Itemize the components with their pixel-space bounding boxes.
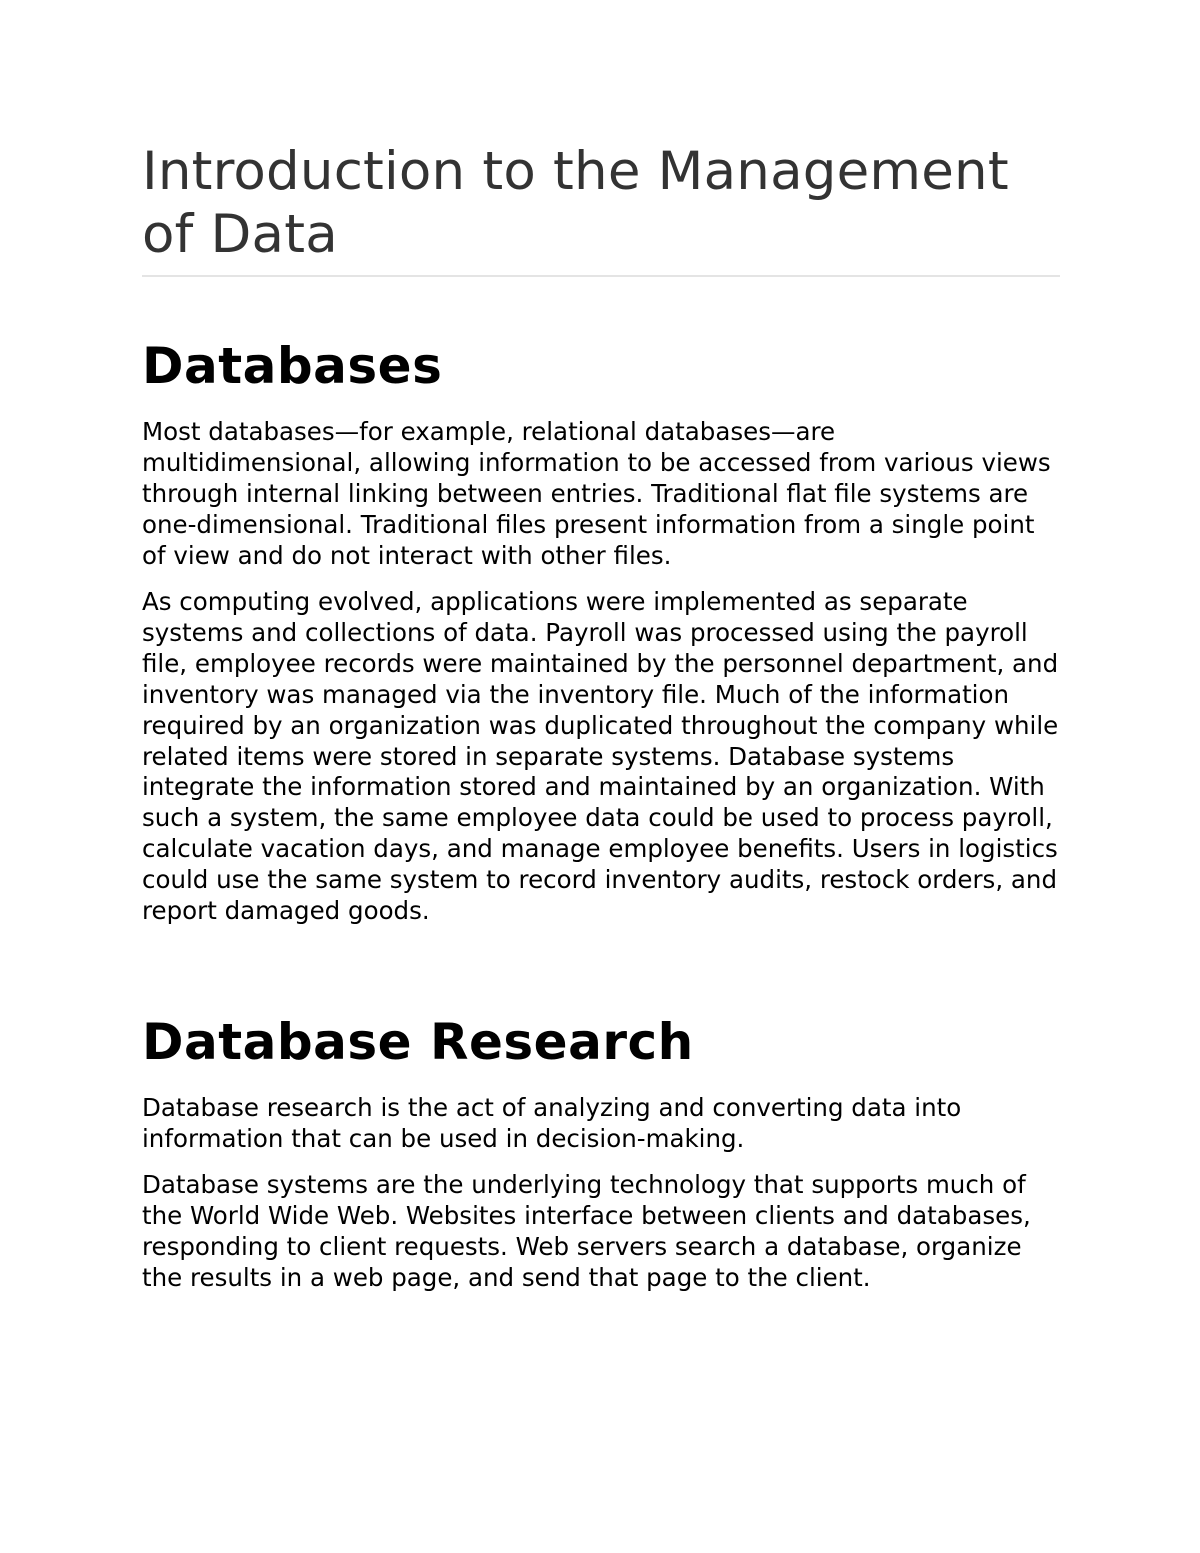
paragraph: Database research is the act of analyzing and converting data into information that can be used in decision-making. (142, 1093, 962, 1153)
paragraph: Database systems are the underlying technology that supports much of the World Wide Web. Websites interface between clients and databases, responding to client requests. Web servers search a database, organize the results in a web page, and send that page to the client. (142, 1170, 1031, 1292)
paragraph: Most databases—for example, relational databases—are multidimensional, allowing information to be accessed from various views through internal linking between entries. Traditional flat file systems are one-dimensional. Traditional files present information from a single point of view and do not interact with other files. (142, 417, 1051, 570)
title-divider (142, 275, 1060, 277)
section-heading-database-research: Database Research (142, 1013, 694, 1071)
document-title: Introduction to the Management of Data (142, 141, 1009, 265)
paragraph: As computing evolved, applications were implemented as separate systems and collections of data. Payroll was processed using the payroll file, employee records were maintained by the personnel department, and inventory was managed via the inventory file. Much of the information required by an organization was duplicated throughout the company while related items were stored in separate systems. Database systems integrate the information stored and maintained by an organization. With such a system, the same employee data could be used to process payroll, calculate vacation days, and manage employee benefits. Users in logistics could use the same system to record inventory audits, restock orders, and report damaged goods. (142, 587, 1059, 926)
section-heading-databases: Databases (142, 337, 443, 395)
